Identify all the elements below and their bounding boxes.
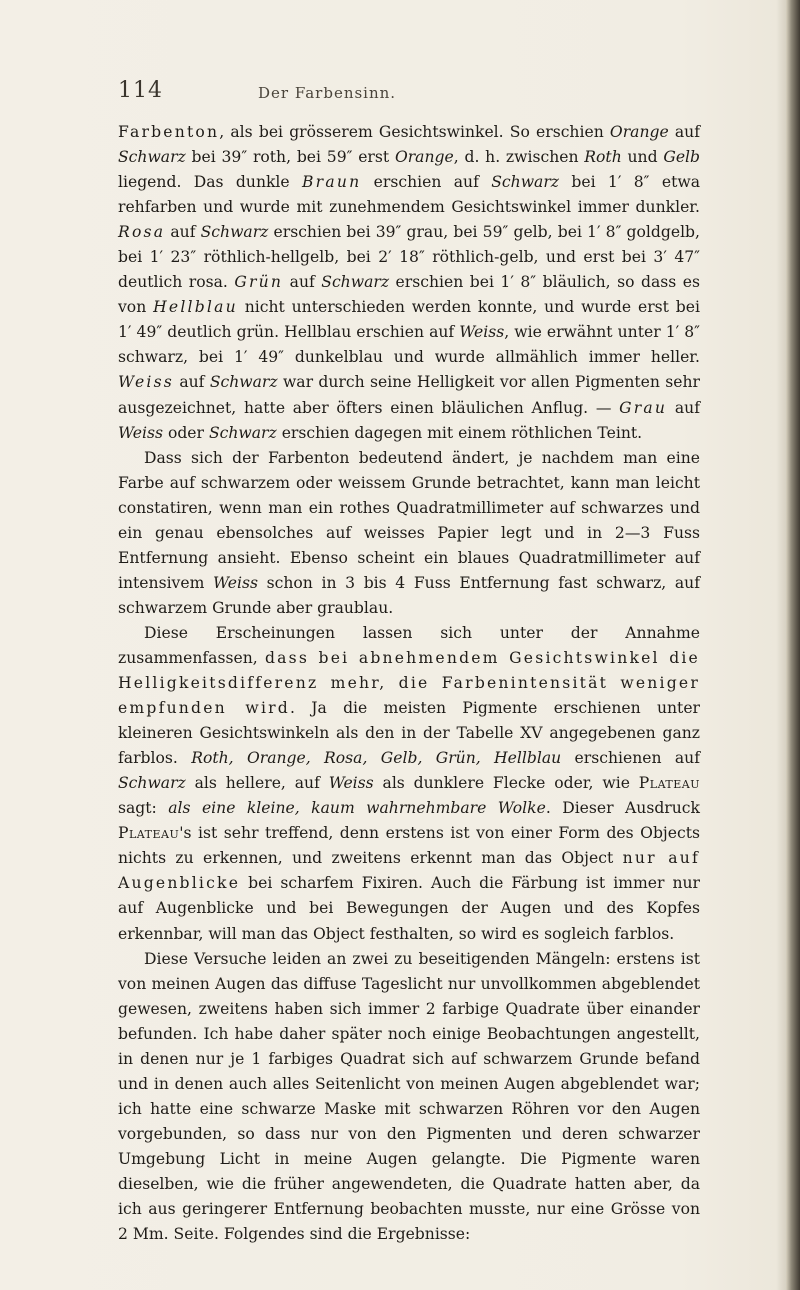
running-title: Der Farbensinn. bbox=[258, 84, 397, 102]
paragraph-2: Dass sich der Farbenton bedeutend ändert, je nachdem man eine Farbe auf schwarzem oder weissem Grunde betrachtet, kann man leicht constatiren, wenn man ein rothes Quadratmillimeter auf schwarzes und ein genau ebensolches auf weisses Papier legt und in 2—3 Fuss Entfernung ansieht. Ebenso scheint ein blaues Quadratmillimeter auf intensivem Weiss schon in 3 bis 4 Fuss Entfernung fast schwarz, auf schwarzem Grunde aber graublau. bbox=[118, 448, 700, 617]
body-text bbox=[118, 120, 700, 1247]
page-header bbox=[118, 78, 688, 108]
page-edge-shadow bbox=[786, 0, 800, 1290]
paragraph-1: Farbenton, als bei grösserem Gesichtswinkel. So erschien Orange auf Schwarz bei 39″ roth, bei 59″ erst Orange, d. h. zwischen Roth und Gelb liegend. Das dunkle Braun erschien auf Schwarz bei 1′ 8″ etwa rehfarben und wurde mit zunehmendem Gesichtswinkel immer dunkler. Rosa auf Schwarz erschien bei 39″ grau, bei 59″ gelb, bei 1′ 8″ goldgelb, bei 1′ 23″ röthlich-hellgelb, bei 2′ 18″ röthlich-gelb, und erst bei 3′ 47″ deutlich rosa. Grün auf Schwarz erschien bei 1′ 8″ bläulich, so dass es von Hellblau nicht unterschieden werden konnte, und wurde erst bei 1′ 49″ deutlich grün. Hellblau erschien auf Weiss, wie erwähnt unter 1′ 8″ schwarz, bei 1′ 49″ dunkelblau und wurde allmählich immer heller. Weiss auf Schwarz war durch seine Helligkeit vor allen Pigmenten sehr ausgezeichnet, hatte aber öfters einen bläulichen Anflug. — Grau auf Weiss oder Schwarz erschien dagegen mit einem röthlichen Teint. bbox=[118, 123, 701, 442]
paragraph-3: Diese Erscheinungen lassen sich unter der Annahme zusammenfassen, dass bei abnehmendem Gesichtswinkel die Helligkeitsdifferenz mehr, die Farbenintensität weniger empfunden wird. Ja die meisten Pigmente erschienen unter kleineren Gesichtswinkeln als den in der Tabelle XV angegebenen ganz farblos. Roth, Orange, Rosa, Gelb, Grün, Hellblau erschienen auf Schwarz als hellere, auf Weiss als dunklere Flecke oder, wie Plateau sagt: als eine kleine, kaum wahrnehmbare Wolke. Dieser Ausdruck Plateau's ist sehr treffend, denn erstens ist von einer Form des Objects nichts zu erkennen, und zweitens erkennt man das Object nur auf Augenblicke bei scharfem Fixiren. Auch die Färbung ist immer nur auf Augenblicke und bei Bewegungen der Augen und des Kopfes erkennbar, will man das Object festhalten, so wird es sogleich farblos. bbox=[118, 623, 701, 943]
paragraph-4: Diese Versuche leiden an zwei zu beseitigenden Mängeln: erstens ist von meinen Augen das diffuse Tageslicht nur unvollkommen abgeblendet gewesen, zweitens haben sich immer 2 farbige Quadrate über einander befunden. Ich habe daher später noch einige Beobachtungen angestellt, in denen nur je 1 farbiges Quadrat sich auf schwarzem Grunde befand und in denen auch alles Seitenlicht von meinen Augen abgeblendet war; ich hatte eine schwarze Maske mit schwarzen Röhren vor den Augen vorgebunden, so dass nur von den Pigmenten und deren schwarzer Umgebung Licht in meine Augen gelangte. Die Pigmente waren dieselben, wie die früher angewendeten, die Quadrate hatten aber, da ich aus geringerer Entfernung beobachten musste, nur eine Grösse von 2 Mm. Seite. Folgendes sind die Ergebnisse: bbox=[118, 949, 700, 1244]
page-number: 114 bbox=[118, 78, 163, 103]
